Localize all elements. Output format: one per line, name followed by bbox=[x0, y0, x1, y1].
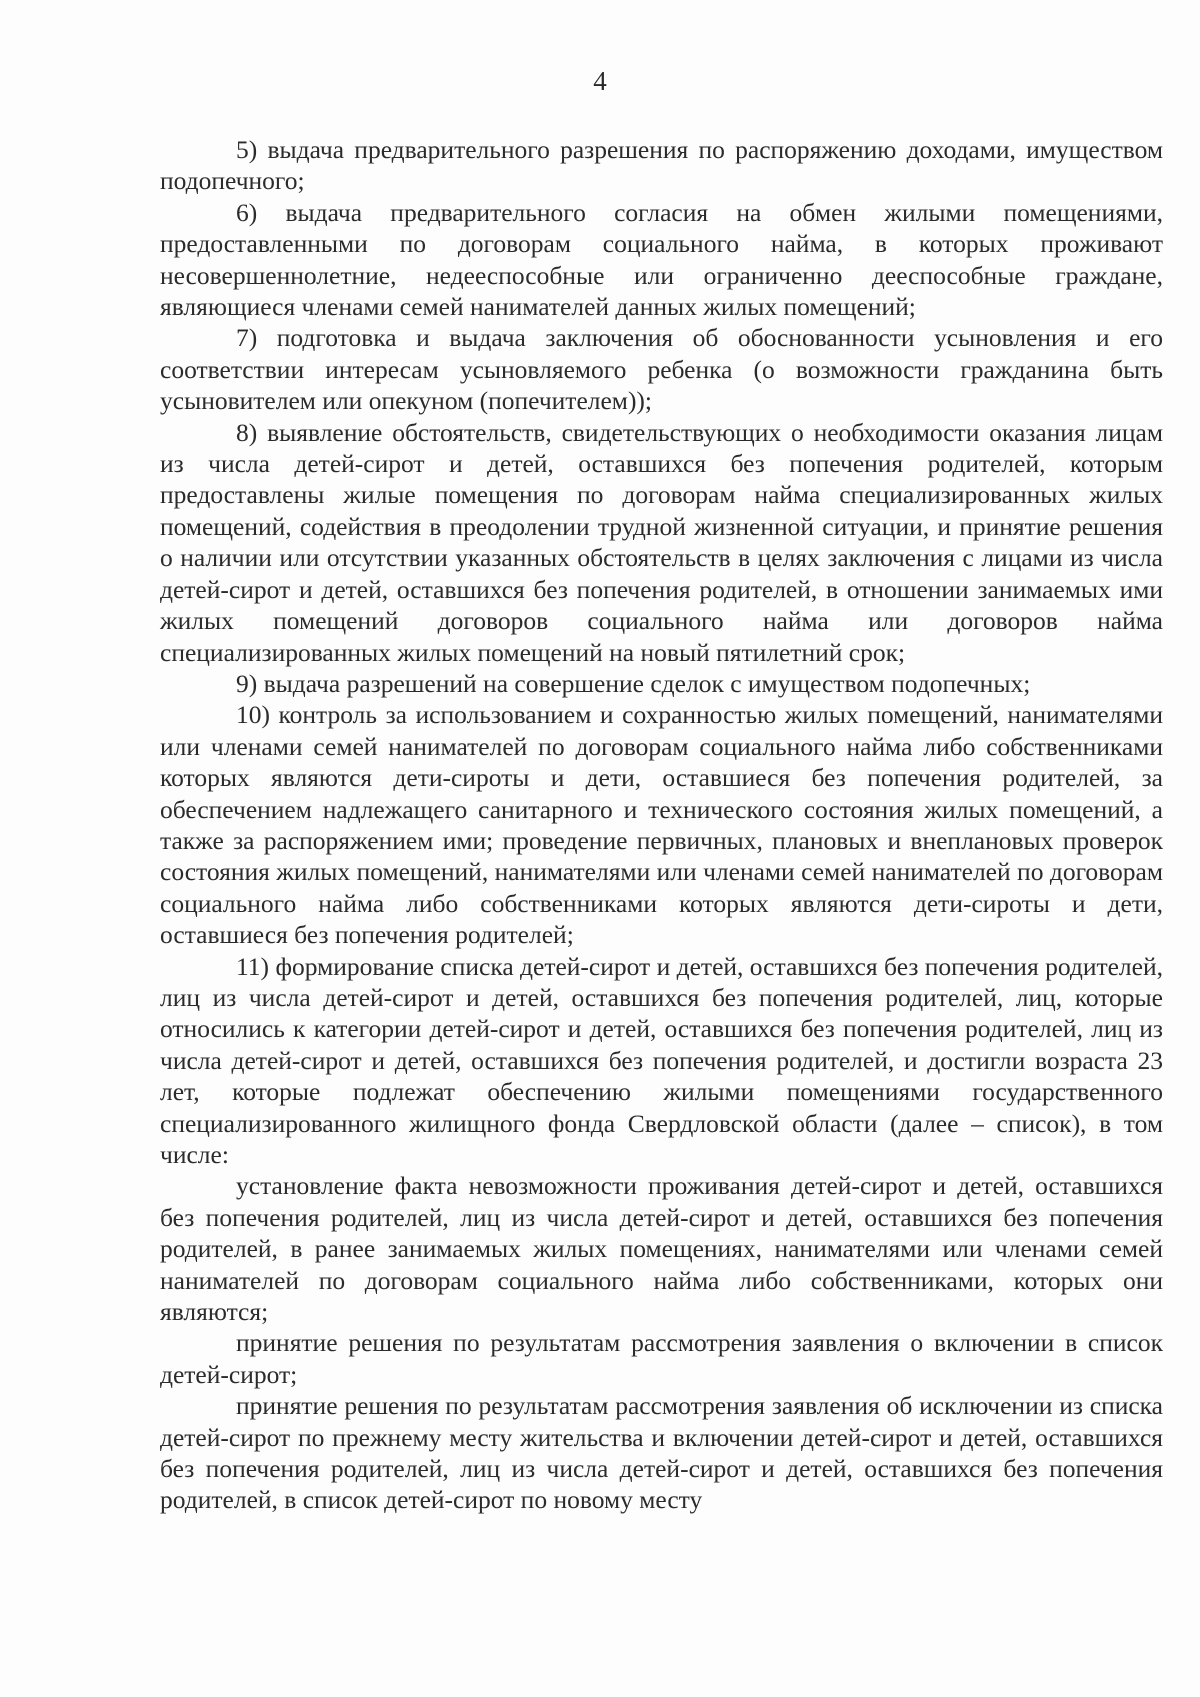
paragraph-subitem-exclusion: принятие решения по результатам рассмотрения заявления об исключении из списка детей-сирот по прежнему месту жительства и включении детей-сирот и детей, оставшихся без попечения родителей, лиц из числа детей-сирот и детей, оставшихся без попечения родителей, в список детей-сирот по новому месту bbox=[160, 1391, 1163, 1515]
document-body bbox=[160, 134, 1163, 1516]
paragraph-subitem-impossibility: установление факта невозможности проживания детей-сирот и детей, оставшихся без попечения родителей, лиц из числа детей-сирот и детей, оставшихся без попечения родителей, в ранее занимаемых жилых помещениях, нанимателями или членами семей нанимателей по договорам социального найма либо собственниками, которых они являются; bbox=[160, 1171, 1163, 1327]
paragraph-item-11: 11) формирование списка детей-сирот и детей, оставшихся без попечения родителей, лиц из числа детей-сирот и детей, оставшихся без попечения родителей, лиц, которые относились к категории детей-сирот и детей, оставшихся без попечения родителей, лиц из числа детей-сирот и детей, оставшихся без попечения родителей, и достигли возраста 23 лет, которые подлежат обеспечению жилыми помещениями государственного специализированного жилищного фонда Свердловской области (далее – список), в том числе: bbox=[160, 951, 1163, 1169]
paragraph-item-6: 6) выдача предварительного согласия на обмен жилыми помещениями, предоставленными по договорам социального найма, в которых проживают несовершеннолетние, недееспособные или ограниченно дееспособные граждане, являющиеся членами семей нанимателей данных жилых помещений; bbox=[160, 197, 1163, 322]
paragraph-item-8: 8) выявление обстоятельств, свидетельствующих о необходимости оказания лицам из числа детей-сирот и детей, оставшихся без попечения родителей, которым предоставлены жилые помещения по договорам найма специализированных жилых помещений, содействия в преодолении трудной жизненной ситуации, и принятие решения о наличии или отсутствии указанных обстоятельств в целях заключения с лицами из числа детей-сирот и детей, оставшихся без попечения родителей, в отношении занимаемых ими жилых помещений договоров социального найма или договоров найма специализированных жилых помещений на новый пятилетний срок; bbox=[160, 417, 1163, 667]
paragraph-item-9: 9) выдача разрешений на совершение сделок с имуществом подопечных; bbox=[236, 668, 1031, 698]
paragraph-subitem-inclusion: принятие решения по результатам рассмотрения заявления о включении в список детей-сирот; bbox=[160, 1328, 1163, 1389]
paragraph-item-5: 5) выдача предварительного разрешения по распоряжению доходами, имуществом подопечного; bbox=[160, 135, 1163, 196]
paragraph-item-10: 10) контроль за использованием и сохранностью жилых помещений, нанимателями или членами семей нанимателей по договорам социального найма либо собственниками которых являются дети-сироты и дети, оставшиеся без попечения родителей, за обеспечением надлежащего санитарного и технического состояния жилых помещений, а также за распоряжением ими; проведение первичных, плановых и внеплановых проверок состояния жилых помещений, нанимателями или членами семей нанимателей по договорам социального найма либо собственниками которых являются дети-сироты и дети, оставшиеся без попечения родителей; bbox=[160, 700, 1163, 950]
paragraph-item-7: 7) подготовка и выдача заключения об обоснованности усыновления и его соответствии интересам усыновляемого ребенка (о возможности гражданина быть усыновителем или опекуном (попечителем)); bbox=[160, 323, 1163, 416]
page-number: 4 bbox=[593, 66, 607, 96]
